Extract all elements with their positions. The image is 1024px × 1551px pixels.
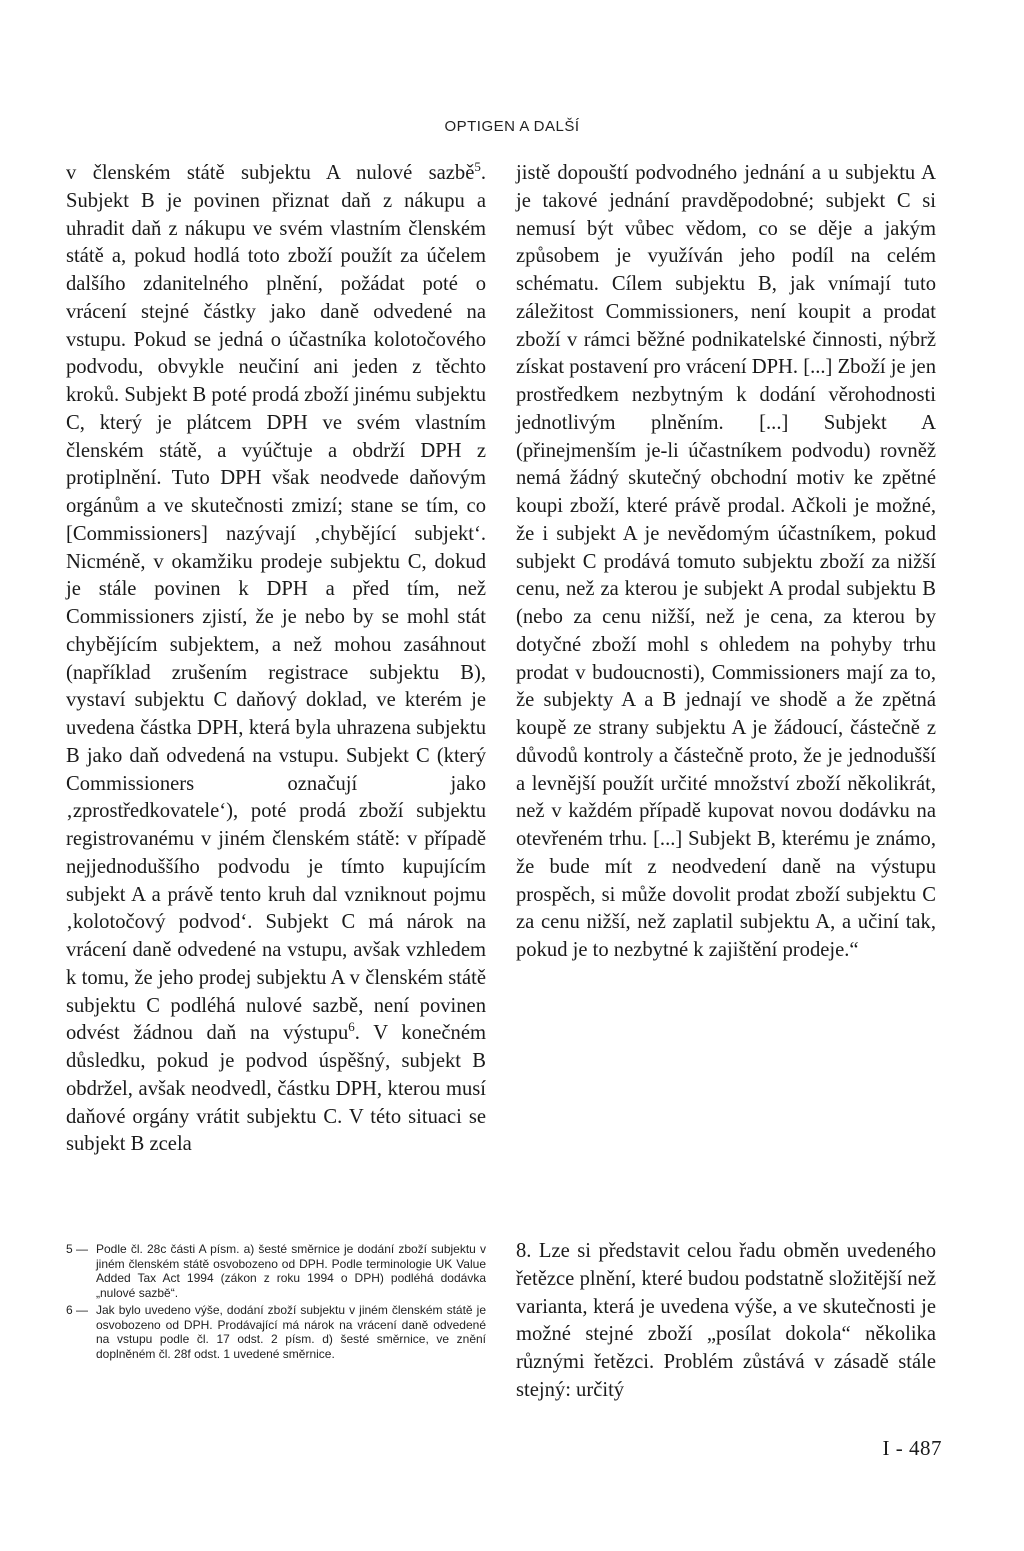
left-text-part-3: . V konečném důsledku, pokud je podvod úspěšný, subjekt B obdržel, avšak neodvedl, částku DPH, kterou musí daňové orgány vrátit subjektu C. V této situaci se subjekt B zcela xyxy=(66,1022,486,1156)
footnotes xyxy=(66,1242,486,1364)
right-column-text: jistě dopouští podvodného jednání a u subjektu A je takové jednání pravděpodobné; subjekt C si nemusí být vůbec vědom, co se děje a jakým způsobem je využíván jeho podíl na celém schématu. Cílem subjektu B, jak vnímají tuto záležitost Commissioners, není koupit a prodat zboží v rámci běžné podnikatelské činnosti, nýbrž získat postavení pro vrácení DPH. [...] Zboží je jen prostředkem nezbytným k dodání věrohodnosti jednotlivým plněním. [...] Subjekt A (přinejmenším je-li účastníkem podvodu) rovněž nemá žádný skutečný obchodní motiv ke zpětné koupi zboží, které právě prodal. Ačkoli je možné, že i subjekt A je nevědomým účastníkem, pokud subjekt C prodává tomuto subjektu zboží za nižší cenu, než za kterou je subjekt A prodal subjektu B (nebo za cenu nižší, než je cena, za kterou by dotyčné zboží mohl s ohledem na pohyby trhu prodat v budoucnosti), Commissioners mají za to, že subjekty A a B jednají ve shodě a že zpětná koupě ze strany subjektu A je žádoucí, částečně z důvodů kontroly a částečně proto, že je jednodušší a levnější použít určité množství zboží několikrát, než v každém případě kupovat novou dodávku na otevřeném trhu. [...] Subjekt B, kterému je známo, že bude mít z neodvedení daně na výstupu prospěch, si může dovolit prodat zboží subjektu C za cenu nižší, než zaplatil subjektu A, a učiní tak, pokud je to nezbytné k zajištění prodeje.“ xyxy=(516,162,936,961)
footnote-text: Podle čl. 28c části A písm. a) šesté směrnice je dodání zboží subjektu v jiném členském státě osvobozeno od DPH. Podle terminologie UK Value Added Tax Act 1994 (zákon z roku 1994 o DPH) podléhá dodávka „nulové sazbě“. xyxy=(96,1242,486,1300)
left-column-text xyxy=(66,160,486,1159)
left-text-part-2: . Subjekt B je povinen přiznat daň z nákupu a uhradit daň z nákupu ve svém vlastním členském státě a, pokud hodlá toto zboží použít za účelem dalšího zdanitelného plnění, požádat poté o vrácení stejné částky jako daně odvedené na vstupu. Pokud se jedná o účastníka kolotočového podvodu, obvykle neučiní ani jeden z těchto kroků. Subjekt B poté prodá zboží jinému subjektu C, který je plátcem DPH ve svém vlastním členském státě, a vyúčtuje a obdrží DPH z protiplnění. Tuto DPH však neodvede daňovým orgánům a ve skutečnosti zmizí; stane se tím, co [Commissioners] nazývají ‚chybějící subjekt‘. Nicméně, v okamžiku prodeje subjektu C, dokud je stále povinen k DPH a před tím, než Commissioners zjistí, že je nebo by se mohl stát chybějícím subjektem, a než mohou zasáhnout (například zrušením registrace subjektu B), vystaví subjektu C daňový doklad, ve kterém je uvedena částka DPH, která byla uhrazena subjektu B jako daň odvedená na vstupu. Subjekt C (který Commissioners označují jako ‚zprostředkovatele‘), poté prodá zboží subjektu registrovanému v jiném členském státě: v případě nejjednoduššího podvodu je tímto kupujícím subjekt A a právě tento kruh dal vzniknout pojmu ‚kolotočový podvod‘. Subjekt C má nárok na vrácení daně odvedené na vstupu, avšak vzhledem k tomu, že jeho prodej subjektu A v členském státě subjektu C podléhá nulové sazbě, není povinen odvést žádnou daň na výstupu xyxy=(66,162,486,1045)
footnote-marker: 6 — xyxy=(66,1303,89,1317)
paragraph-8: 8. Lze si představit celou řadu obměn uvedeného řetězce plnění, které budou podstatně složitější než varianta, která je uvedena výše, a ve skutečnosti je možné stejné zboží „posílat dokola“ několika různými řetězci. Problém zůstává v zásadě stále stejný: určitý xyxy=(516,1240,936,1401)
footnote-6 xyxy=(66,1303,486,1361)
footnote-text: Jak bylo uvedeno výše, dodání zboží subjektu v jiném členském státě je osvobozeno od DPH. Prodávající má nárok na vrácení daně odvedené na vstupu podle čl. 17 odst. 2 písm. d) šesté směrnice, ve znění doplněném čl. 28f odst. 1 uvedené směrnice. xyxy=(96,1303,486,1361)
running-head: OPTIGEN A DALŠÍ xyxy=(444,118,580,135)
page-number: I - 487 xyxy=(882,1436,942,1460)
footnote-ref-6[interactable]: 6 xyxy=(348,1019,355,1035)
left-text-part-1: v členském státě subjektu A nulové sazbě xyxy=(66,162,475,184)
footnote-ref-5[interactable]: 5 xyxy=(474,159,481,175)
footnote-marker: 5 — xyxy=(66,1242,89,1256)
footnote-5 xyxy=(66,1242,486,1300)
